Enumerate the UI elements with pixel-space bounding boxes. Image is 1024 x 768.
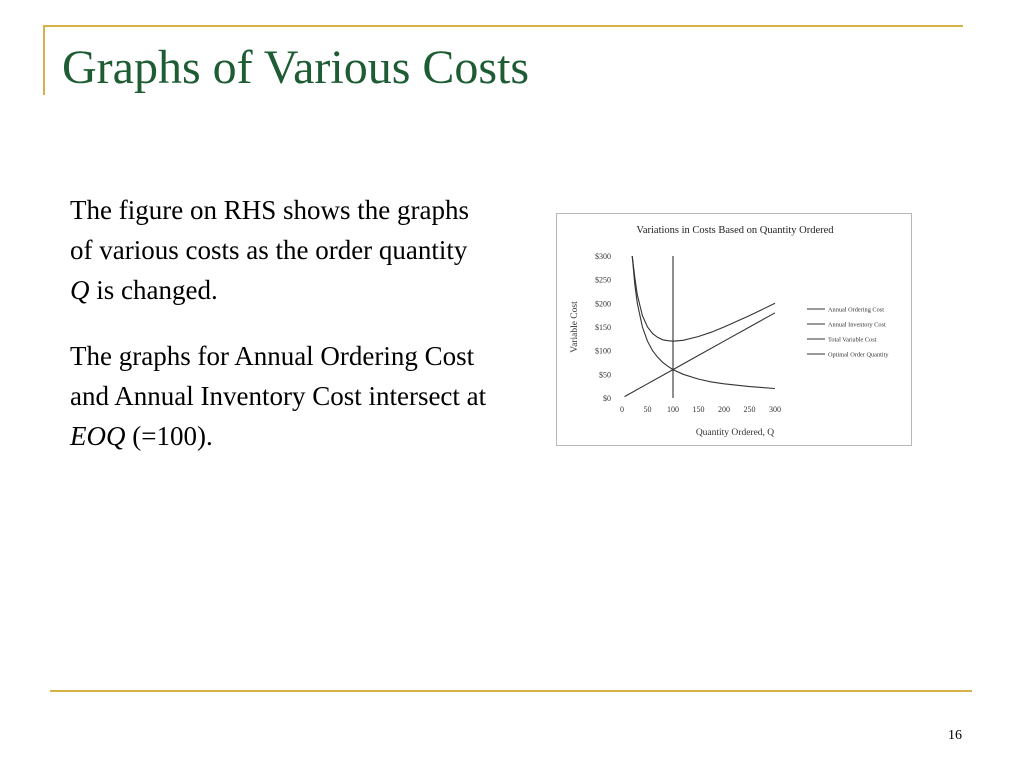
y-tick-label: $100 xyxy=(595,346,611,356)
x-tick-label: 100 xyxy=(667,405,679,414)
series-line-total-cost xyxy=(632,256,775,341)
x-tick-label: 300 xyxy=(769,405,781,414)
legend-inventory-cost-label: Annual Inventory Cost xyxy=(828,321,886,329)
y-tick-label: $200 xyxy=(595,299,611,309)
paragraph-figure-description xyxy=(70,190,490,310)
y-tick-label: $50 xyxy=(599,370,611,380)
left-rule xyxy=(43,25,45,95)
paragraph1-italic: Q xyxy=(70,275,90,305)
x-tick-label: 150 xyxy=(692,405,705,414)
y-tick-label: $150 xyxy=(595,323,611,332)
paragraph2-text: The graphs for Annual Ordering Cost and Annual Inventory Cost intersect at xyxy=(70,341,487,411)
legend-optimal-quantity-label: Optimal Order Quantity xyxy=(828,351,889,359)
paragraph1-text: The figure on RHS shows the graphs of various costs as the order quantity xyxy=(70,195,469,265)
cost-chart xyxy=(556,213,912,446)
paragraph2-italic: EOQ xyxy=(70,421,126,451)
x-axis-label: Quantity Ordered, Q xyxy=(695,428,775,438)
x-tick-label: 50 xyxy=(643,405,652,414)
y-tick-label: $0 xyxy=(603,394,611,403)
paragraph-eoq xyxy=(70,336,490,456)
bottom-rule xyxy=(50,690,972,692)
top-rule xyxy=(43,25,963,27)
chart-title: Variations in Costs Based on Quantity Ordered xyxy=(636,225,834,236)
y-tick-label: $250 xyxy=(595,275,611,285)
slide-title: Graphs of Various Costs xyxy=(62,41,530,94)
legend-ordering-cost-label: Annual Ordering Cost xyxy=(828,306,884,314)
page-number: 16 xyxy=(948,728,962,743)
x-tick-label: 250 xyxy=(743,405,756,414)
x-tick-label: 200 xyxy=(718,405,730,414)
y-tick-label: $300 xyxy=(595,252,611,261)
legend-total-cost-label: Total Variable Cost xyxy=(828,336,877,344)
x-tick-label: 0 xyxy=(620,405,624,414)
body-text xyxy=(70,190,490,482)
paragraph1-text-end: is changed. xyxy=(89,275,218,305)
cost-chart-svg xyxy=(557,214,913,447)
y-axis-label: Variable Cost xyxy=(570,301,580,353)
series-line-ordering-cost xyxy=(632,256,775,389)
paragraph2-text-end: (=100). xyxy=(125,421,213,451)
